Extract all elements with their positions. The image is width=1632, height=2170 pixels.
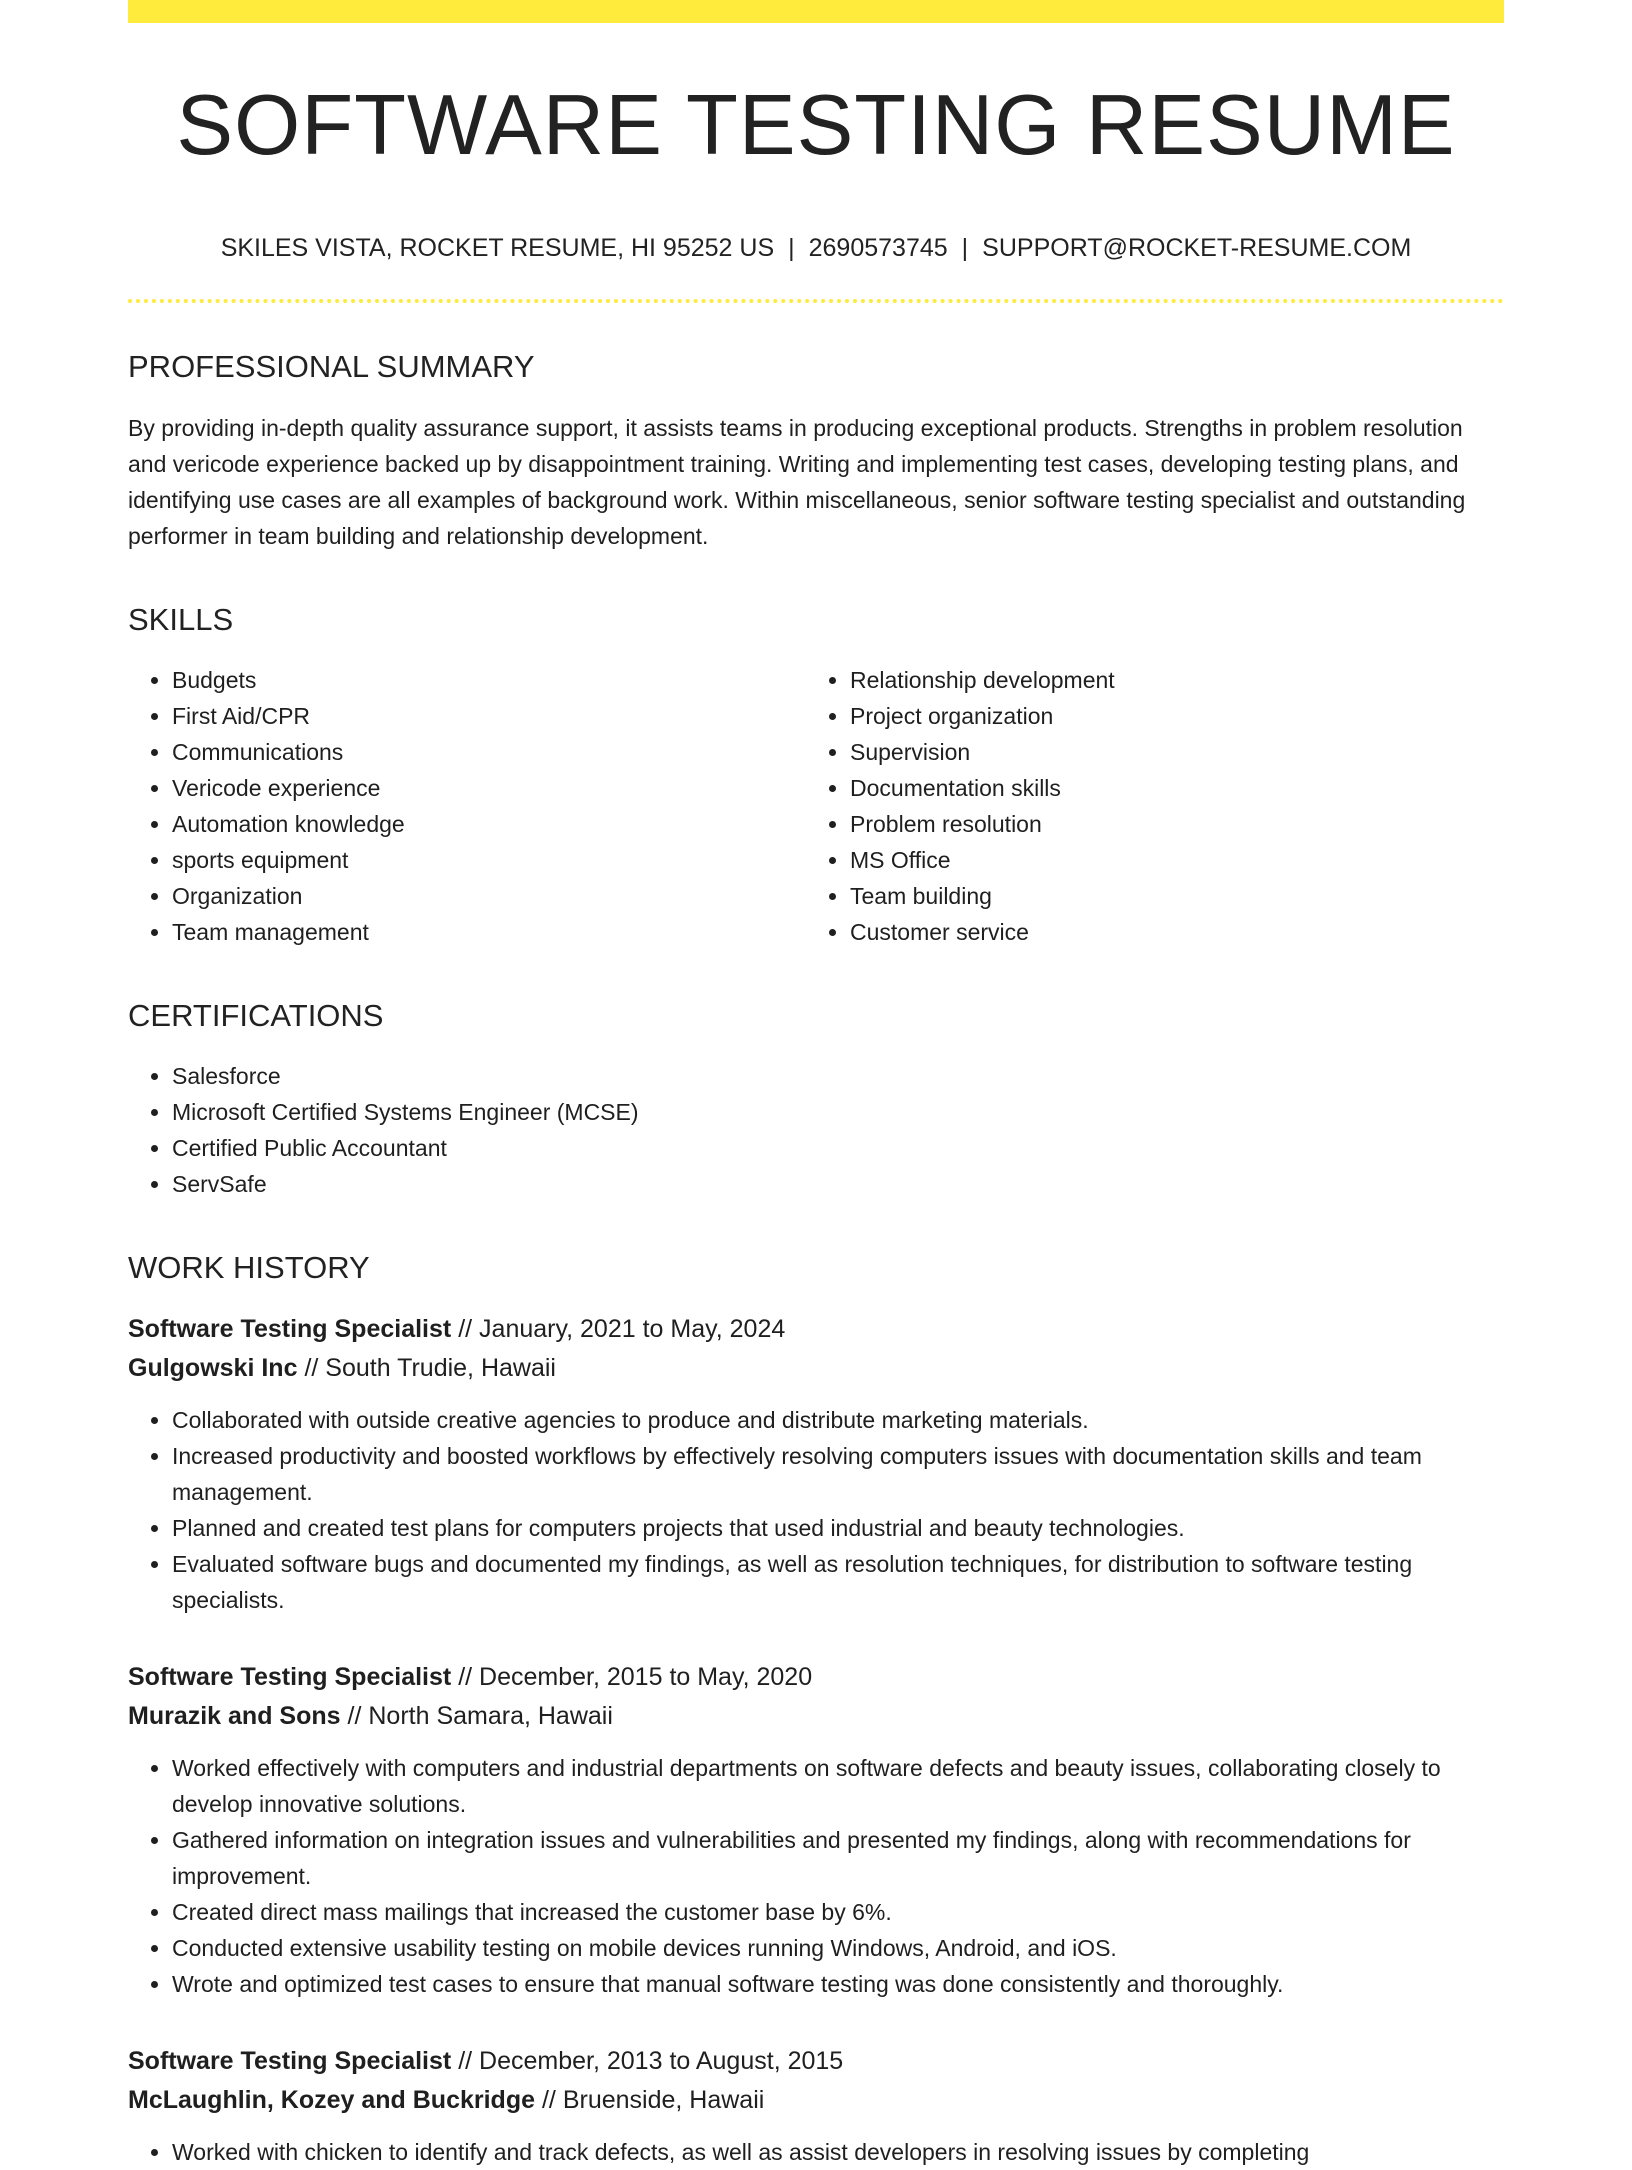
- job-title-line: [128, 1310, 1504, 1349]
- list-item: • ServSafe: [172, 1166, 1504, 1202]
- job-separator: //: [458, 2047, 473, 2075]
- job-title-line: [128, 2042, 1504, 2081]
- job-location: Bruenside, Hawaii: [562, 2086, 765, 2114]
- job-entry: [128, 2042, 1504, 2170]
- list-item: • Supervision: [850, 734, 1484, 770]
- job-role: Software Testing Specialist: [128, 1315, 452, 1343]
- job-separator: //: [458, 1663, 473, 1691]
- certifications-section: [128, 1000, 1504, 1202]
- skills-grid: [128, 662, 1504, 950]
- job-separator: //: [458, 1315, 473, 1343]
- job-bullets: [128, 1402, 1504, 1618]
- job-title-line: [128, 1658, 1504, 1697]
- list-item: • Conducted extensive usability testing on mobile devices running Windows, Android, and iOS.: [172, 1930, 1504, 1966]
- job-company: McLaughlin, Kozey and Buckridge: [128, 2086, 535, 2114]
- list-item: • Automation knowledge: [172, 806, 806, 842]
- list-item: • Microsoft Certified Systems Engineer (MCSE): [172, 1094, 1504, 1130]
- list-item: • Gathered information on integration issues and vulnerabilities and presented my findings, along with recommendations for improvement.: [172, 1822, 1504, 1894]
- contact-line: [128, 236, 1504, 261]
- top-accent-bar: [128, 0, 1504, 23]
- summary-section: [128, 351, 1504, 554]
- list-item: • First Aid/CPR: [172, 698, 806, 734]
- summary-text: By providing in-depth quality assurance support, it assists teams in producing exceptional products. Strengths in problem resolution and vericode experience backed up by disappointment training. Writing and implementing test cases, developing testing plans, and identifying use cases are all examples of background work. Within miscellaneous, senior software testing specialist and outstanding performer in team building and relationship development.: [128, 415, 1466, 549]
- list-item: • Worked with chicken to identify and track defects, as well as assist developers in resolving issues by completing: [172, 2134, 1504, 2170]
- list-item: • Organization: [172, 878, 806, 914]
- job-company-line: [128, 2081, 1504, 2120]
- job-company-line: [128, 1697, 1504, 1736]
- dotted-divider: [128, 299, 1504, 303]
- list-item: • sports equipment: [172, 842, 806, 878]
- list-item: • Team management: [172, 914, 806, 950]
- work-history-heading: WORK HISTORY: [128, 1250, 370, 1285]
- list-item: • Relationship development: [850, 662, 1484, 698]
- job-company-line: [128, 1349, 1504, 1388]
- job-location: North Samara, Hawaii: [368, 1702, 613, 1730]
- list-item: • Vericode experience: [172, 770, 806, 806]
- contact-phone: 2690573745: [808, 234, 948, 262]
- list-item: • Team building: [850, 878, 1484, 914]
- list-item: • Problem resolution: [850, 806, 1484, 842]
- job-separator: //: [347, 1702, 362, 1730]
- list-item: • Customer service: [850, 914, 1484, 950]
- job-location: South Trudie, Hawaii: [325, 1354, 556, 1382]
- list-item: • Certified Public Accountant: [172, 1130, 1504, 1166]
- job-bullets: [128, 2134, 1504, 2170]
- list-item: • Evaluated software bugs and documented my findings, as well as resolution techniques, for distribution to software testing specialists.: [172, 1546, 1504, 1618]
- list-item: • Documentation skills: [850, 770, 1484, 806]
- list-item: • Worked effectively with computers and industrial departments on software defects and beauty issues, collaborating closely to develop innovative solutions.: [172, 1750, 1504, 1822]
- job-company: Murazik and Sons: [128, 1702, 341, 1730]
- list-item: • MS Office: [850, 842, 1484, 878]
- skills-list-right: [806, 662, 1484, 950]
- contact-separator: |: [961, 234, 969, 262]
- skills-section: [128, 604, 1504, 950]
- list-item: • Wrote and optimized test cases to ensure that manual software testing was done consistently and thoroughly.: [172, 1966, 1504, 2002]
- certifications-list: [128, 1058, 1504, 1202]
- resume-page: [128, 0, 1504, 2170]
- contact-address: SKILES VISTA, ROCKET RESUME, HI 95252 US: [220, 234, 775, 262]
- list-item: • Project organization: [850, 698, 1484, 734]
- resume-title: SOFTWARE TESTING RESUME: [176, 78, 1456, 173]
- job-role: Software Testing Specialist: [128, 1663, 452, 1691]
- jobs-list: [128, 1310, 1504, 2170]
- job-company: Gulgowski Inc: [128, 1354, 298, 1382]
- job-dates: January, 2021 to May, 2024: [479, 1315, 786, 1343]
- contact-email: SUPPORT@ROCKET-RESUME.COM: [982, 234, 1412, 262]
- job-entry: [128, 1658, 1504, 2002]
- job-separator: //: [541, 2086, 556, 2114]
- list-item: • Planned and created test plans for computers projects that used industrial and beauty technologies.: [172, 1510, 1504, 1546]
- list-item: • Communications: [172, 734, 806, 770]
- job-dates: December, 2013 to August, 2015: [479, 2047, 844, 2075]
- list-item: • Created direct mass mailings that increased the customer base by 6%.: [172, 1894, 1504, 1930]
- work-history-section: [128, 1252, 1504, 2170]
- job-bullets: [128, 1750, 1504, 2002]
- list-item: • Budgets: [172, 662, 806, 698]
- job-separator: //: [304, 1354, 319, 1382]
- job-entry: [128, 1310, 1504, 1618]
- contact-separator: |: [788, 234, 795, 262]
- list-item: • Salesforce: [172, 1058, 1504, 1094]
- list-item: • Increased productivity and boosted workflows by effectively resolving computers issues with documentation skills and team management.: [172, 1438, 1504, 1510]
- skills-heading: SKILLS: [128, 602, 234, 637]
- certifications-heading: CERTIFICATIONS: [128, 998, 384, 1033]
- skills-list-left: [128, 662, 806, 950]
- list-item: • Collaborated with outside creative agencies to produce and distribute marketing materials.: [172, 1402, 1504, 1438]
- job-role: Software Testing Specialist: [128, 2047, 452, 2075]
- summary-heading: PROFESSIONAL SUMMARY: [128, 349, 535, 384]
- job-dates: December, 2015 to May, 2020: [479, 1663, 813, 1691]
